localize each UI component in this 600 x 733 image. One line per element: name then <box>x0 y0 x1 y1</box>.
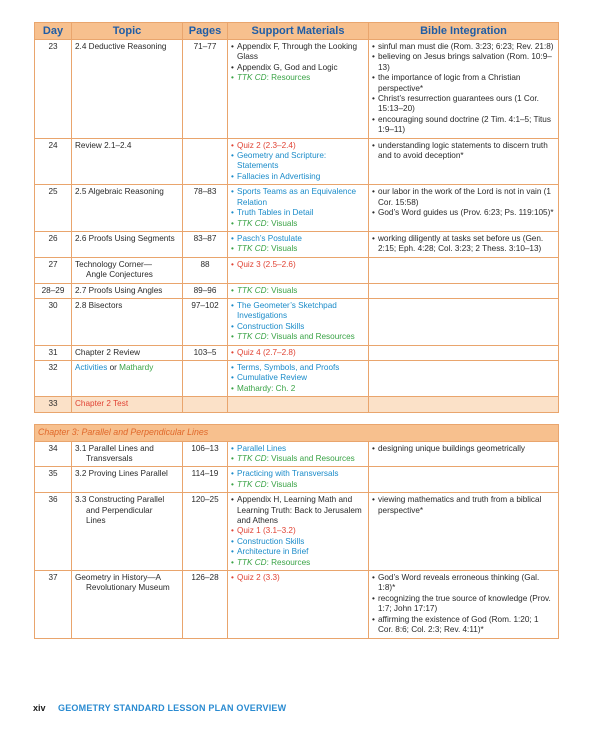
bible-item: • recognizing the true source of knowledge (Prov. 1:7; John 17:17) <box>372 594 555 615</box>
pages-cell: 97–102 <box>183 298 228 345</box>
ttk-label: TTK CD <box>237 454 267 463</box>
support-item <box>231 469 365 479</box>
topic-part: Mathardy <box>119 362 154 372</box>
support-item <box>231 187 365 208</box>
bible-cell <box>369 231 559 257</box>
support-text: Fallacies in Advertising <box>237 171 321 181</box>
ttk-rest: : Visuals and Resources <box>266 454 355 463</box>
day-cell: 23 <box>35 40 72 139</box>
support-item <box>231 480 365 490</box>
header-topic: Topic <box>72 23 183 40</box>
bible-item: • our labor in the work of the Lord is not in vain (1 Cor. 15:58) <box>372 187 555 208</box>
support-item <box>231 260 365 270</box>
support-text: Quiz 4 (2.7–2.8) <box>237 347 296 357</box>
support-item <box>231 454 365 464</box>
support-item <box>231 495 365 526</box>
support-cell <box>228 571 369 638</box>
table-row <box>35 345 559 360</box>
topic-cell <box>72 257 183 283</box>
chapter-heading-row <box>35 424 559 441</box>
bible-item: • sinful man must die (Rom. 3:23; 6:23; Rev. 21:8) <box>372 42 555 52</box>
support-text: Practicing with Transversals <box>237 469 339 479</box>
day-cell: 34 <box>35 441 72 467</box>
support-item <box>231 141 365 151</box>
ttk-label: TTK CD <box>237 244 267 254</box>
ttk-label: TTK CD <box>237 332 267 342</box>
bible-cell <box>369 185 559 232</box>
table-row <box>35 40 559 139</box>
topic-line: Transversals <box>86 454 133 463</box>
day-cell: 30 <box>35 298 72 345</box>
topic-cell <box>72 571 183 638</box>
bible-cell <box>369 298 559 345</box>
support-list <box>231 469 365 490</box>
day-cell: 25 <box>35 185 72 232</box>
day-cell: 26 <box>35 231 72 257</box>
bible-list <box>372 42 555 136</box>
support-cell <box>228 185 369 232</box>
pages-cell: 126–28 <box>183 571 228 638</box>
support-list <box>231 363 365 394</box>
support-item <box>231 348 365 358</box>
support-text: Appendix F, Through the Looking Glass <box>237 42 358 62</box>
topic-line: Chapter 2 Test <box>75 399 129 409</box>
pages-cell <box>183 138 228 185</box>
table-row <box>35 231 559 257</box>
ttk-rest: : Visuals <box>266 244 298 254</box>
support-item <box>231 42 365 63</box>
pages-cell: 106–13 <box>183 441 228 467</box>
support-text: Appendix G, God and Logic <box>237 62 338 72</box>
support-list <box>231 286 365 296</box>
support-item <box>231 234 365 244</box>
support-text: Quiz 2 (2.3–2.4) <box>237 140 296 150</box>
support-cell <box>228 138 369 185</box>
topic-cell <box>72 283 183 298</box>
topic-line: 3.3 Constructing Parallel <box>75 495 165 505</box>
support-text: Terms, Symbols, and Proofs <box>237 362 340 372</box>
support-list <box>231 444 365 465</box>
support-list <box>231 260 365 270</box>
ttk-rest: : Resources <box>266 557 311 567</box>
support-text: Quiz 2 (3.3) <box>237 573 280 583</box>
bible-cell <box>369 441 559 467</box>
topic-cell <box>72 231 183 257</box>
table-row <box>35 441 559 467</box>
support-cell <box>228 467 369 493</box>
pages-cell: 103–5 <box>183 345 228 360</box>
support-text: Construction Skills <box>237 536 305 546</box>
header-pages: Pages <box>183 23 228 40</box>
support-text: Sports Teams as an Equivalence Relation <box>237 187 357 207</box>
support-item <box>231 373 365 383</box>
topic-cell <box>72 360 183 396</box>
topic-cell <box>72 493 183 571</box>
pages-cell: 120–25 <box>183 493 228 571</box>
pages-cell <box>183 397 228 412</box>
spacer-row <box>35 412 559 424</box>
topic-line: 2.6 Proofs Using Segments <box>75 233 175 243</box>
day-cell: 24 <box>35 138 72 185</box>
support-list <box>231 42 365 84</box>
support-text: Parallel Lines <box>237 443 287 453</box>
bible-item: • working diligently at tasks set before us (Gen. 2:15; Eph. 4:28; Col. 3:23; 2 Thess. 3:10–13) <box>372 234 555 255</box>
support-cell <box>228 397 369 412</box>
support-item <box>231 172 365 182</box>
pages-cell: 83–87 <box>183 231 228 257</box>
bible-list <box>372 187 555 218</box>
topic-cell <box>72 138 183 185</box>
topic-line: 2.7 Proofs Using Angles <box>75 285 163 295</box>
table-row <box>35 493 559 571</box>
topic-cell <box>72 441 183 467</box>
table-row <box>35 283 559 298</box>
topic-cell <box>72 397 183 412</box>
support-text: Truth Tables in Detail <box>237 208 314 218</box>
pages-cell: 114–19 <box>183 467 228 493</box>
pages-cell: 88 <box>183 257 228 283</box>
header-day: Day <box>35 23 72 40</box>
table-row <box>35 397 559 412</box>
bible-list <box>372 573 555 635</box>
support-text: Quiz 1 (3.1–3.2) <box>237 526 296 536</box>
support-list <box>231 187 365 229</box>
support-item <box>231 63 365 73</box>
bible-cell <box>369 138 559 185</box>
header-bible-integration: Bible Integration <box>369 23 559 40</box>
support-item <box>231 537 365 547</box>
support-list <box>231 234 365 255</box>
header-support-materials: Support Materials <box>228 23 369 40</box>
support-list <box>231 348 365 358</box>
support-item <box>231 526 365 536</box>
day-cell: 36 <box>35 493 72 571</box>
support-item <box>231 301 365 322</box>
topic-line: and Perpendicular <box>86 505 153 515</box>
table-row <box>35 138 559 185</box>
ttk-label: TTK CD <box>237 285 267 295</box>
support-item <box>231 547 365 557</box>
bible-cell <box>369 360 559 396</box>
lesson-plan-table <box>34 22 559 639</box>
support-text: The Geometer’s Sketchpad Investigations <box>237 300 337 321</box>
topic-cell <box>72 298 183 345</box>
pages-cell: 78–83 <box>183 185 228 232</box>
table-row <box>35 298 559 345</box>
pages-cell <box>183 360 228 396</box>
day-cell: 27 <box>35 257 72 283</box>
page-footer <box>33 703 286 713</box>
support-list <box>231 495 365 568</box>
support-cell <box>228 298 369 345</box>
bible-item: • understanding logic statements to discern truth and to avoid deception* <box>372 141 555 162</box>
support-text: Cumulative Review <box>237 373 308 383</box>
bible-item: • the importance of logic from a Christian perspective* <box>372 73 555 94</box>
topic-line: Angle Conjectures <box>86 270 153 280</box>
topic-line: Chapter 2 Review <box>75 347 141 357</box>
bible-list <box>372 444 555 454</box>
ttk-rest: : Visuals <box>266 479 298 489</box>
support-item <box>231 332 365 342</box>
support-list <box>231 141 365 183</box>
ttk-rest: : Visuals <box>266 285 298 295</box>
bible-cell <box>369 345 559 360</box>
bible-item: • affirming the existence of God (Rom. 1:20; 1 Cor. 8:6; Col. 2:3; Rev. 4:11)* <box>372 615 555 636</box>
bible-item: • viewing mathematics and truth from a biblical perspective* <box>372 495 555 516</box>
table-row <box>35 571 559 638</box>
support-cell <box>228 360 369 396</box>
chapter3-rows <box>35 441 559 638</box>
bible-item: • encouraging sound doctrine (2 Tim. 4:1–5; Titus 1:9–11) <box>372 115 555 136</box>
support-list <box>231 301 365 343</box>
support-item <box>231 322 365 332</box>
bible-cell <box>369 257 559 283</box>
topic-line: 2.5 Algebraic Reasoning <box>75 187 164 197</box>
bible-item: • believing on Jesus brings salvation (Rom. 10:9–13) <box>372 52 555 73</box>
support-cell <box>228 345 369 360</box>
bible-item: • Christ’s resurrection guarantees ours (1 Cor. 15:13–20) <box>372 94 555 115</box>
support-item <box>231 286 365 296</box>
support-cell <box>228 493 369 571</box>
bible-list <box>372 234 555 255</box>
table-header-row <box>35 23 559 40</box>
ttk-label: TTK CD <box>237 479 267 489</box>
topic-line: Geometry in History—A <box>75 573 161 583</box>
support-item <box>231 151 365 172</box>
bible-item: • God’s Word reveals erroneous thinking (Gal. 1:8)* <box>372 573 555 594</box>
support-item <box>231 573 365 583</box>
support-cell <box>228 40 369 139</box>
table-row <box>35 467 559 493</box>
support-cell <box>228 283 369 298</box>
support-item <box>231 208 365 218</box>
support-item <box>231 384 365 394</box>
bible-cell <box>369 40 559 139</box>
topic-cell <box>72 40 183 139</box>
topic-cell <box>72 185 183 232</box>
support-text: Appendix H, Learning Math and Learning Truth: Back to Jerusalem and Athens <box>237 495 362 526</box>
bible-list <box>372 141 555 162</box>
topic-line: Lines <box>86 516 106 526</box>
bible-cell <box>369 467 559 493</box>
bible-cell <box>369 397 559 412</box>
table-row <box>35 360 559 396</box>
support-list <box>231 573 365 583</box>
support-text: Geometry and Scripture: Statements <box>237 151 327 171</box>
day-cell: 31 <box>35 345 72 360</box>
ttk-rest: : Resources <box>266 73 311 83</box>
table-row <box>35 257 559 283</box>
pages-cell: 71–77 <box>183 40 228 139</box>
support-item <box>231 444 365 454</box>
topic-line: 3.1 Parallel Lines and <box>75 443 154 453</box>
bible-list <box>372 495 555 516</box>
day-cell: 28–29 <box>35 283 72 298</box>
day-cell: 32 <box>35 360 72 396</box>
day-cell: 35 <box>35 467 72 493</box>
support-cell <box>228 231 369 257</box>
support-cell <box>228 441 369 467</box>
topic-line: Technology Corner— <box>75 259 152 269</box>
bible-item: • designing unique buildings geometrically <box>372 444 555 454</box>
topic-line: Review 2.1–2.4 <box>75 140 132 150</box>
bible-cell <box>369 493 559 571</box>
topic-line: 3.2 Proving Lines Parallel <box>75 469 168 479</box>
bible-cell <box>369 571 559 638</box>
topic-part: Activities <box>75 362 108 372</box>
chapter2-rows <box>35 40 559 413</box>
day-cell: 37 <box>35 571 72 638</box>
support-item <box>231 219 365 229</box>
ttk-rest: : Visuals <box>266 218 298 228</box>
topic-cell <box>72 345 183 360</box>
support-text: Construction Skills <box>237 321 305 331</box>
topic-line: Revolutionary Museum <box>86 583 170 593</box>
support-text: Quiz 3 (2.5–2.6) <box>237 259 296 269</box>
bible-item: • God’s Word guides us (Prov. 6:23; Ps. 119:105)* <box>372 208 555 218</box>
day-cell: 33 <box>35 397 72 412</box>
support-text: Pasch’s Postulate <box>237 233 302 243</box>
footer-title: GEOMETRY STANDARD LESSON PLAN OVERVIEW <box>58 703 287 713</box>
support-item <box>231 244 365 254</box>
ttk-label: TTK CD <box>237 218 267 228</box>
bible-cell <box>369 283 559 298</box>
table-row <box>35 185 559 232</box>
ttk-label: TTK CD <box>237 557 267 567</box>
support-item <box>231 558 365 568</box>
ttk-rest: : Visuals and Resources <box>266 332 355 342</box>
support-item <box>231 363 365 373</box>
chapter-heading: Chapter 3: Parallel and Perpendicular Lines <box>35 424 559 441</box>
support-item <box>231 73 365 83</box>
topic-line: 2.8 Bisectors <box>75 300 123 310</box>
support-text: Mathardy: Ch. 2 <box>237 383 296 393</box>
pages-cell: 89–96 <box>183 283 228 298</box>
topic-line: 2.4 Deductive Reasoning <box>75 42 167 51</box>
topic-part: or <box>107 362 120 372</box>
ttk-label: TTK CD <box>237 73 267 83</box>
support-cell <box>228 257 369 283</box>
page-number: xiv <box>33 703 46 713</box>
support-text: Architecture in Brief <box>237 547 309 557</box>
topic-cell <box>72 467 183 493</box>
